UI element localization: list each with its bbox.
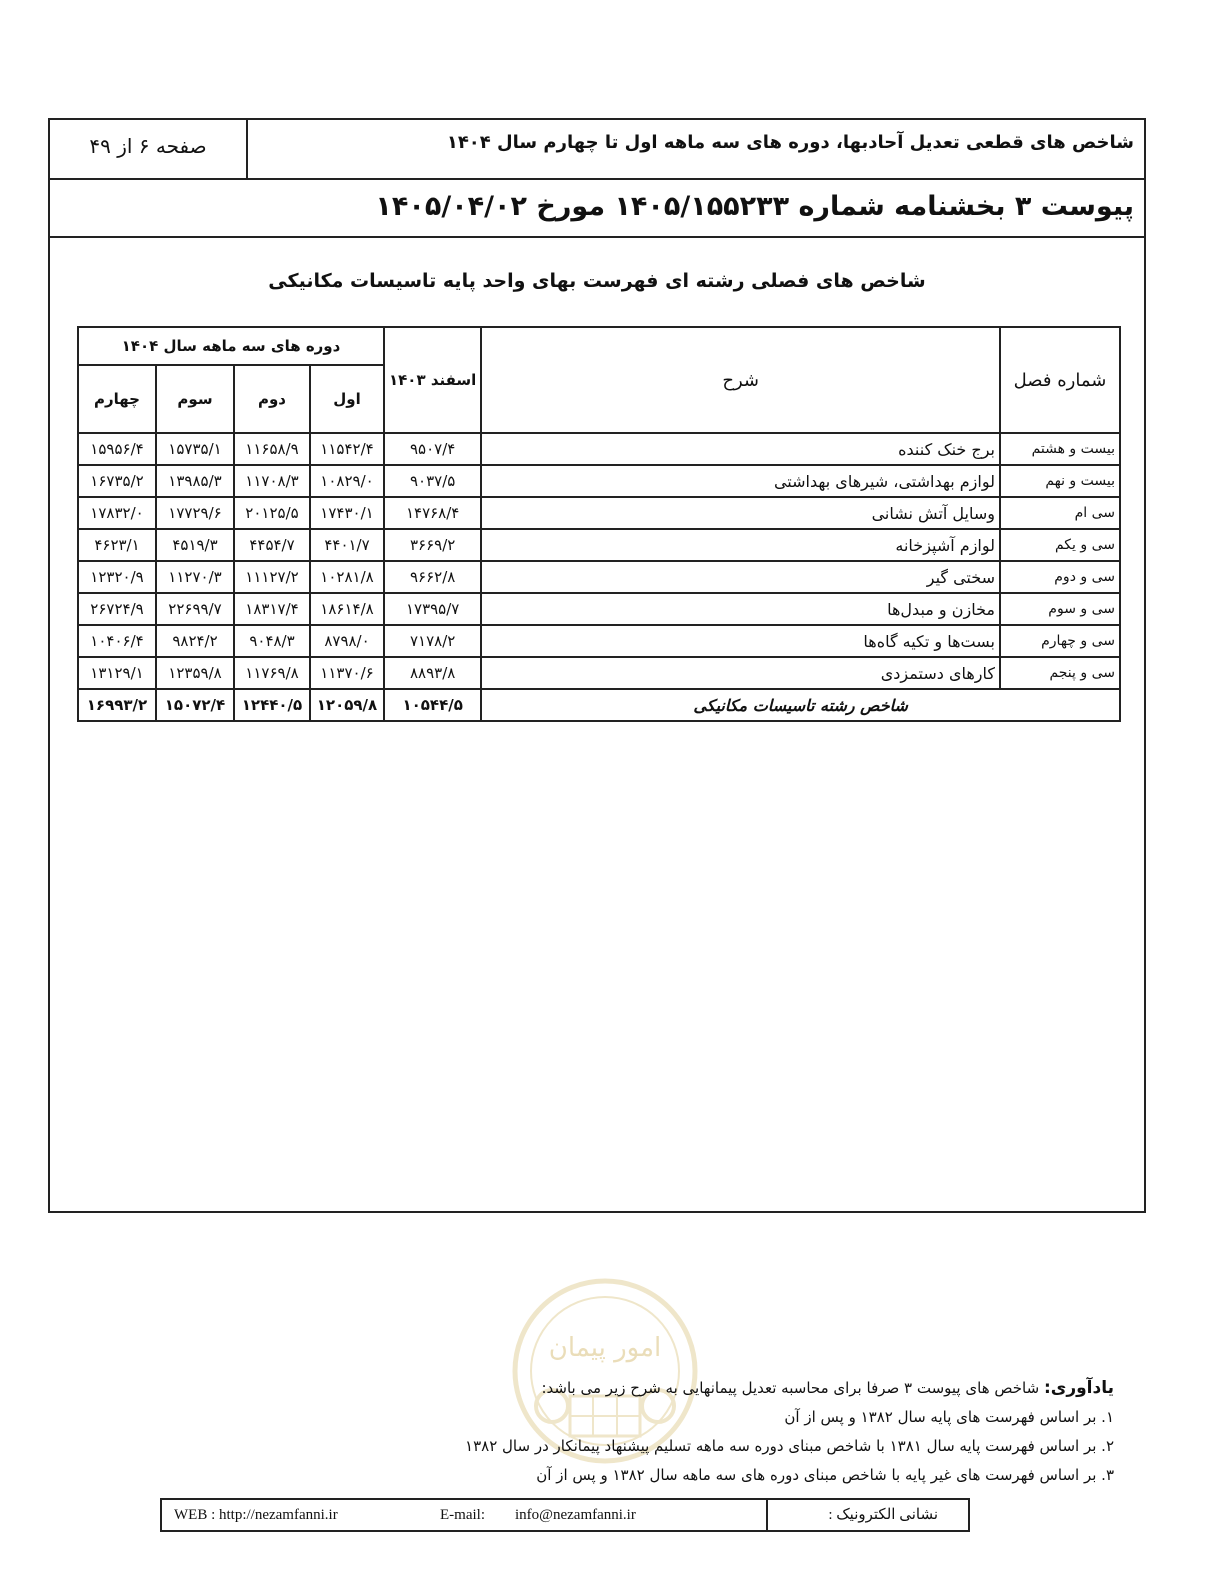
chapter-desc: بست‌ها و تکیه گاه‌ها — [481, 625, 1000, 657]
header-q1: اول — [310, 365, 384, 433]
header-row — [50, 120, 1144, 180]
reminder-label: یادآوری: — [1043, 1378, 1114, 1398]
total-q3: ۱۵۰۷۲/۴ — [156, 689, 234, 721]
value-q2: ۱۱۷۶۹/۸ — [234, 657, 310, 689]
table-row — [78, 497, 1120, 529]
chapter-no: سی و دوم — [1000, 561, 1120, 593]
value-esfand: ۱۴۷۶۸/۴ — [384, 497, 481, 529]
total-desc: شاخص رشته تاسیسات مکانیکی — [481, 689, 1120, 721]
table-title: شاخص های فصلی رشته ای فهرست بهای واحد پایه تاسیسات مکانیکی — [268, 270, 926, 292]
value-q4: ۲۶۷۲۴/۹ — [78, 593, 156, 625]
value-esfand: ۹۶۶۲/۸ — [384, 561, 481, 593]
table-row — [78, 561, 1120, 593]
chapter-desc: وسایل آتش نشانی — [481, 497, 1000, 529]
chapter-desc: لوازم بهداشتی، شیرهای بهداشتی — [481, 465, 1000, 497]
value-q1: ۱۱۳۷۰/۶ — [310, 657, 384, 689]
reminder-intro-line — [354, 1374, 1114, 1403]
document-frame — [48, 118, 1146, 1213]
value-q3: ۱۳۹۸۵/۳ — [156, 465, 234, 497]
circular-row — [50, 178, 1144, 238]
chapter-desc: کارهای دستمزدی — [481, 657, 1000, 689]
total-row — [78, 689, 1120, 721]
chapter-desc: لوازم آشپزخانه — [481, 529, 1000, 561]
value-q2: ۱۱۱۲۷/۲ — [234, 561, 310, 593]
total-esfand: ۱۰۵۴۴/۵ — [384, 689, 481, 721]
value-q2: ۱۱۶۵۸/۹ — [234, 433, 310, 465]
reminder-item: ۳. بر اساس فهرست های غیر پایه با شاخص مبنای دوره های سه ماهه سال ۱۳۸۲ و پس از آن — [536, 1466, 1114, 1484]
table-row — [78, 593, 1120, 625]
footer-web[interactable]: WEB : http://nezamfanni.ir — [174, 1507, 338, 1523]
footer-address-label: نشانی الکترونیک : — [766, 1500, 968, 1530]
footer-email[interactable]: info@nezamfanni.ir — [515, 1507, 636, 1523]
value-q1: ۱۰۸۲۹/۰ — [310, 465, 384, 497]
value-q4: ۱۷۸۳۲/۰ — [78, 497, 156, 529]
table-row — [78, 465, 1120, 497]
value-q4: ۱۵۹۵۶/۴ — [78, 433, 156, 465]
header-chapter-no: شماره فصل — [1000, 327, 1120, 433]
table-row — [78, 529, 1120, 561]
value-q2: ۴۴۵۴/۷ — [234, 529, 310, 561]
document-title: شاخص های قطعی تعدیل آحادبها، دوره های سه ماهه اول تا چهارم سال ۱۴۰۴ — [446, 132, 1134, 153]
chapter-no: سی و سوم — [1000, 593, 1120, 625]
total-q2: ۱۲۴۴۰/۵ — [234, 689, 310, 721]
index-table — [77, 326, 1121, 722]
header-q2: دوم — [234, 365, 310, 433]
chapter-no: سی و یکم — [1000, 529, 1120, 561]
value-q1: ۱۷۴۳۰/۱ — [310, 497, 384, 529]
value-q4: ۱۰۴۰۶/۴ — [78, 625, 156, 657]
footer-contact — [160, 1498, 970, 1532]
footer-email-label: E-mail: — [440, 1507, 485, 1523]
total-q4: ۱۶۹۹۳/۲ — [78, 689, 156, 721]
value-esfand: ۳۶۶۹/۲ — [384, 529, 481, 561]
watermark-text: امور پیمان — [548, 1333, 662, 1363]
value-q1: ۱۱۵۴۲/۴ — [310, 433, 384, 465]
value-q4: ۴۶۲۳/۱ — [78, 529, 156, 561]
value-q4: ۱۶۷۳۵/۲ — [78, 465, 156, 497]
value-esfand: ۹۰۳۷/۵ — [384, 465, 481, 497]
value-q4: ۱۲۳۲۰/۹ — [78, 561, 156, 593]
table-row — [78, 625, 1120, 657]
value-esfand: ۸۸۹۳/۸ — [384, 657, 481, 689]
chapter-no: بیست و نهم — [1000, 465, 1120, 497]
value-q3: ۱۵۷۳۵/۱ — [156, 433, 234, 465]
value-q4: ۱۳۱۲۹/۱ — [78, 657, 156, 689]
chapter-desc: مخازن و مبدل‌ها — [481, 593, 1000, 625]
header-q4: چهارم — [78, 365, 156, 433]
chapter-no: سی ام — [1000, 497, 1120, 529]
chapter-desc: برج خنک کننده — [481, 433, 1000, 465]
header-q3: سوم — [156, 365, 234, 433]
chapter-no: بیست و هشتم — [1000, 433, 1120, 465]
reminder-item: ۲. بر اساس فهرست پایه سال ۱۳۸۱ با شاخص مبنای دوره سه ماهه تسلیم پیشنهاد پیمانکار در سال ۱۳۸۲ — [465, 1437, 1114, 1455]
chapter-no: سی و پنجم — [1000, 657, 1120, 689]
value-q1: ۸۷۹۸/۰ — [310, 625, 384, 657]
value-q3: ۱۷۷۲۹/۶ — [156, 497, 234, 529]
table-row — [78, 657, 1120, 689]
table-row — [78, 433, 1120, 465]
reminder-intro: شاخص های پیوست ۳ صرفا برای محاسبه تعدیل پیمانهایی به شرح زیر می باشد: — [541, 1379, 1040, 1397]
reminder-item: ۱. بر اساس فهرست های پایه سال ۱۳۸۲ و پس از آن — [784, 1408, 1114, 1426]
value-q3: ۱۱۲۷۰/۳ — [156, 561, 234, 593]
value-q3: ۹۸۲۴/۲ — [156, 625, 234, 657]
value-q2: ۲۰۱۲۵/۵ — [234, 497, 310, 529]
total-q1: ۱۲۰۵۹/۸ — [310, 689, 384, 721]
value-q3: ۲۲۶۹۹/۷ — [156, 593, 234, 625]
value-q3: ۱۲۳۵۹/۸ — [156, 657, 234, 689]
value-q1: ۴۴۰۱/۷ — [310, 529, 384, 561]
page-number: صفحه ۶ از ۴۹ — [50, 120, 248, 178]
value-q3: ۴۵۱۹/۳ — [156, 529, 234, 561]
value-esfand: ۱۷۳۹۵/۷ — [384, 593, 481, 625]
value-esfand: ۷۱۷۸/۲ — [384, 625, 481, 657]
value-q1: ۱۰۲۸۱/۸ — [310, 561, 384, 593]
reminder-section — [354, 1374, 1114, 1490]
chapter-no: سی و چهارم — [1000, 625, 1120, 657]
value-esfand: ۹۵۰۷/۴ — [384, 433, 481, 465]
value-q2: ۱۱۷۰۸/۳ — [234, 465, 310, 497]
chapter-desc: سختی گیر — [481, 561, 1000, 593]
header-esfand: اسفند ۱۴۰۳ — [384, 327, 481, 433]
value-q1: ۱۸۶۱۴/۸ — [310, 593, 384, 625]
header-description: شرح — [481, 327, 1000, 433]
header-periods-group: دوره های سه ماهه سال ۱۴۰۴ — [78, 327, 384, 365]
circular-title: پیوست ۳ بخشنامه شماره ۱۴۰۵/۱۵۵۲۳۳ مورخ ۱۴۰۵/۰۴/۰۲ — [375, 191, 1134, 222]
value-q2: ۹۰۴۸/۳ — [234, 625, 310, 657]
value-q2: ۱۸۳۱۷/۴ — [234, 593, 310, 625]
